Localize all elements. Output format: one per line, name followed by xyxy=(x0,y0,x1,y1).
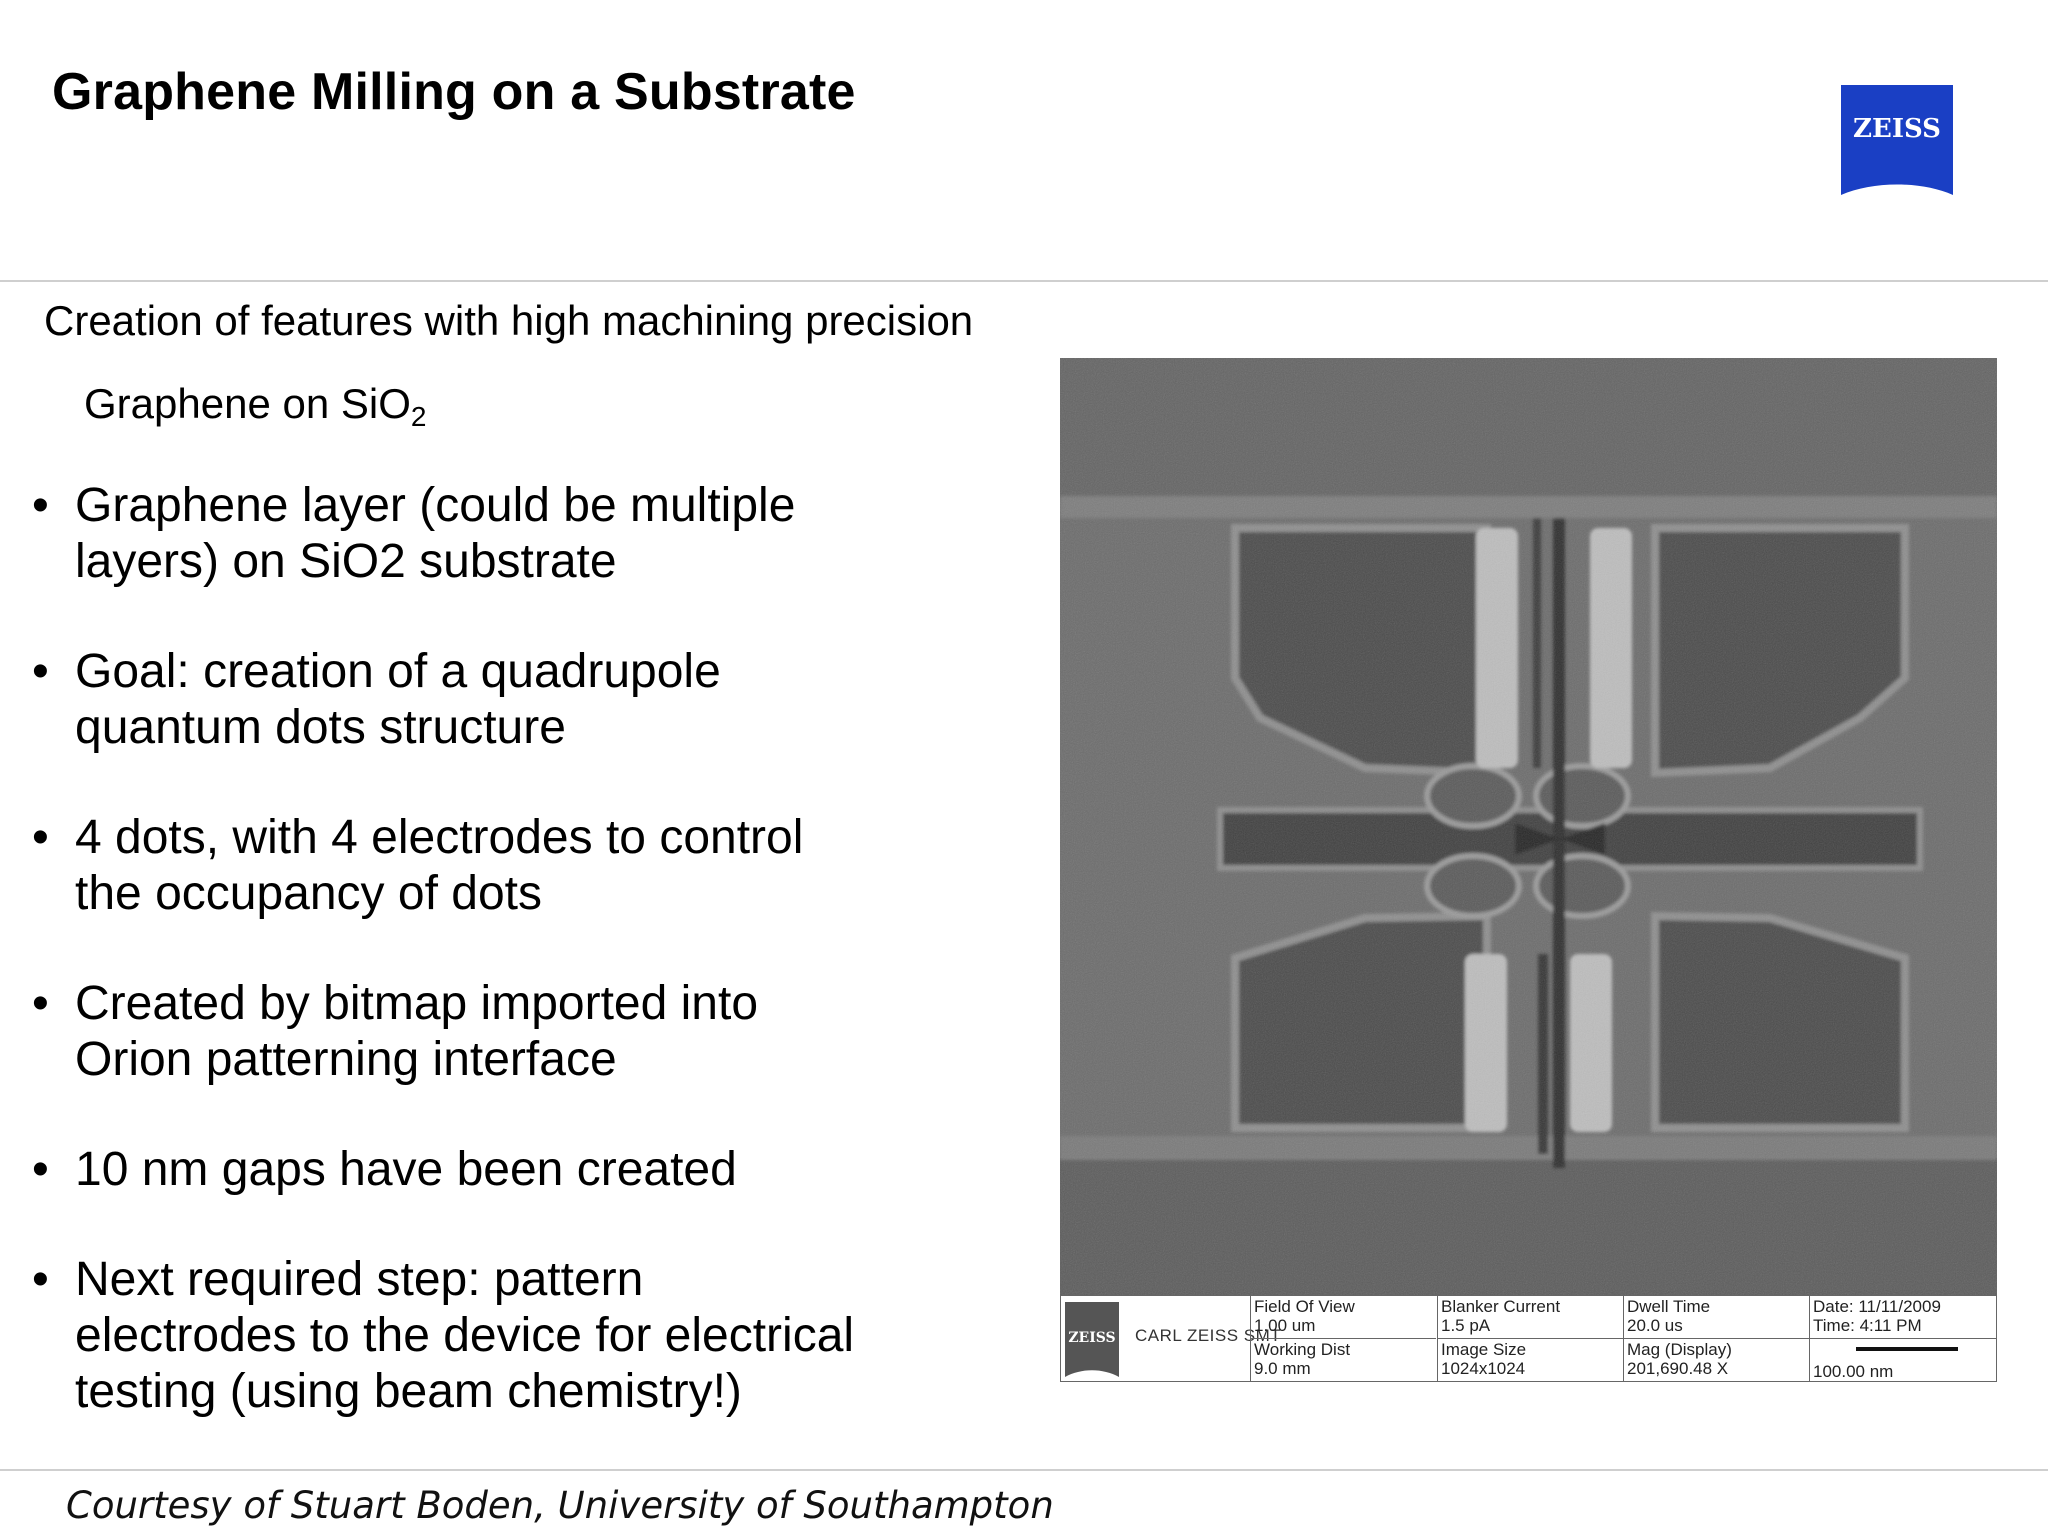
bullet-dot: • xyxy=(32,479,49,532)
bullet-item xyxy=(32,644,1042,756)
scale-cell xyxy=(1809,1339,1996,1382)
databar-company: CARL ZEISS SMT xyxy=(1135,1326,1282,1345)
sem-databar xyxy=(1060,1295,1997,1382)
field-of-view-cell xyxy=(1250,1296,1436,1339)
dwell-time-cell xyxy=(1623,1296,1809,1339)
header-divider xyxy=(0,280,2048,282)
bullet-line: Next required step: pattern xyxy=(75,1253,644,1306)
bullet-item xyxy=(32,810,1042,922)
working-dist-cell xyxy=(1250,1339,1436,1382)
blanker-current-cell xyxy=(1437,1296,1623,1339)
bullet-item xyxy=(32,478,1042,590)
bullet-list xyxy=(32,478,1042,1474)
material-label-subscript: 2 xyxy=(410,401,427,432)
bullet-dot: • xyxy=(32,1253,49,1306)
date-value: Date: 11/11/2009 xyxy=(1813,1297,1941,1316)
bullet-dot: • xyxy=(32,977,49,1030)
material-label-main: Graphene on SiO xyxy=(84,380,411,427)
blanker-current-value: 1.5 pA xyxy=(1441,1316,1491,1335)
scale-value: 100.00 nm xyxy=(1813,1362,1894,1381)
image-size-cell xyxy=(1437,1339,1623,1382)
bullet-line: 4 dots, with 4 electrodes to control xyxy=(75,811,804,864)
slide-title: Graphene Milling on a Substrate xyxy=(52,63,856,121)
bullet-line: 10 nm gaps have been created xyxy=(75,1143,737,1196)
zeiss-logo xyxy=(1841,85,1953,195)
bullet-item xyxy=(32,976,1042,1088)
bullet-dot: • xyxy=(32,645,49,698)
working-dist-value: 9.0 mm xyxy=(1254,1359,1311,1378)
date-time-cell xyxy=(1809,1296,1996,1339)
bullet-dot: • xyxy=(32,1143,49,1196)
bullet-line: layers) on SiO2 substrate xyxy=(75,535,617,588)
image-size-label: Image Size xyxy=(1441,1340,1527,1359)
field-of-view-label: Field Of View xyxy=(1254,1297,1355,1316)
bullet-line: testing (using beam chemistry!) xyxy=(75,1365,742,1418)
bullet-line: Created by bitmap imported into xyxy=(75,977,759,1030)
bullet-item xyxy=(32,1252,1042,1420)
logo-text: ZEISS xyxy=(1853,114,1941,144)
bullet-line: electrodes to the device for electrical xyxy=(75,1309,855,1362)
bullet-item xyxy=(32,1142,1042,1198)
databar-logo-text: ZEISS xyxy=(1068,1330,1116,1346)
dwell-time-value: 20.0 us xyxy=(1627,1316,1683,1335)
zeiss-logo-small xyxy=(1065,1302,1119,1377)
bullet-dot: • xyxy=(32,811,49,864)
blanker-current-label: Blanker Current xyxy=(1441,1297,1561,1316)
courtesy-note: Courtesy of Stuart Boden, University of Southampton xyxy=(66,1484,1054,1527)
mag-value: 201,690.48 X xyxy=(1627,1359,1729,1378)
bullet-line: the occupancy of dots xyxy=(75,867,542,920)
time-value: Time: 4:11 PM xyxy=(1813,1316,1922,1335)
mag-cell xyxy=(1623,1339,1809,1382)
working-dist-label: Working Dist xyxy=(1254,1340,1351,1359)
sem-micrograph xyxy=(1060,358,1997,1295)
dwell-time-label: Dwell Time xyxy=(1627,1297,1711,1316)
bullet-line: Orion patterning interface xyxy=(75,1033,617,1086)
image-size-value: 1024x1024 xyxy=(1441,1359,1526,1378)
field-of-view-value: 1.00 um xyxy=(1254,1316,1316,1335)
footer-divider xyxy=(0,1469,2048,1471)
mag-label: Mag (Display) xyxy=(1627,1340,1732,1359)
bullet-line: Graphene layer (could be multiple xyxy=(75,479,796,532)
scale-bar xyxy=(1856,1347,1958,1351)
bullet-line: quantum dots structure xyxy=(75,701,566,754)
slide-subtitle: Creation of features with high machining precision xyxy=(44,297,974,344)
material-label xyxy=(84,380,426,433)
bullet-line: Goal: creation of a quadrupole xyxy=(75,645,721,698)
